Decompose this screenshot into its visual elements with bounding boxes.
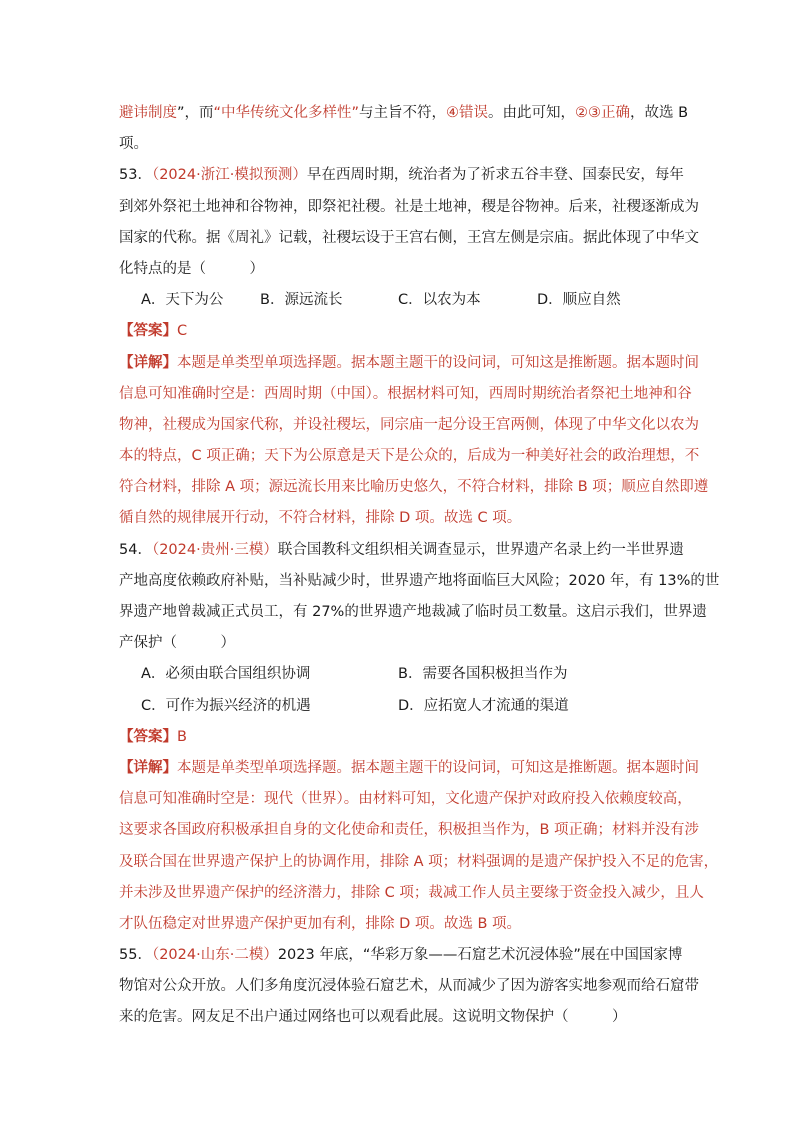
q53-option-c: C．以农为本 <box>398 292 481 309</box>
q53-option-b: B．源远流长 <box>260 292 343 309</box>
q53-option-a: A．天下为公 <box>141 292 224 309</box>
text-run: 53． <box>119 167 152 184</box>
q54-option-a: A．必须由联合国组织协调 <box>141 666 311 683</box>
text-run: 避讳制度 <box>119 105 177 121</box>
text-run: 并未涉及世界遗产保护的经济潜力，排除 C 项；裁减工作人员主要缘于资金投入减少，且人 <box>119 884 704 901</box>
document-content <box>119 98 720 1034</box>
text-run: 物神，社稷成为国家代称，并设社稷坛，同宗庙一起分设王宫两侧，体现了中华文化以农为 <box>119 416 699 433</box>
text-run: （2024·浙江·模拟预测） <box>151 167 307 184</box>
text-run: 本题是单类型单项选择题。据本题主题干的设问词，可知这是推断题。据本题时间 <box>177 759 699 776</box>
text-line <box>119 535 684 566</box>
text-line <box>119 192 699 223</box>
text-run: 循自然的规律展开行动，不符合材料，排除 D 项。故选 C 项。 <box>119 510 522 527</box>
text-run: （2024·贵州·三模） <box>151 541 278 558</box>
text-line <box>119 160 684 191</box>
text-line <box>119 784 692 815</box>
q54-option-d: D．应拓宽人才流通的渠道 <box>398 697 569 714</box>
text-run: 与主旨不符， <box>359 105 447 121</box>
text-run: 联合国教科文组织相关调查显示，世界遗产名录上约一半世界遗 <box>277 541 684 558</box>
text-run: 国家的代称。据《周礼》记载，社稷坛设于王宫右侧，王宫左侧是宗庙。据此体现了中华文 <box>119 229 699 246</box>
text-line <box>119 254 679 285</box>
q54-options-row-1 <box>119 659 679 690</box>
text-run: 才队伍稳定对世界遗产保护更加有利，排除 D 项。故选 B 项。 <box>119 915 522 932</box>
q54-options-row-2 <box>119 691 679 722</box>
text-run: 信息可知准确时空是：西周时期（中国）。根据材料可知，西周时期统治者祭祀土地神和谷 <box>119 385 692 402</box>
text-run: 早在西周时期，统治者为了祈求五谷丰登、国泰民安，每年 <box>306 167 684 184</box>
text-run: 。由此可知， <box>488 105 576 121</box>
text-run: ”，而 <box>177 105 214 121</box>
q53-explanation <box>119 348 709 535</box>
text-run: ，故选 B <box>630 105 689 121</box>
text-line <box>119 379 692 410</box>
text-line <box>119 971 699 1002</box>
q54-option-c: C．可作为振兴经济的机遇 <box>141 697 311 714</box>
text-run: 物馆对公众开放。人们多角度沉浸体验石窟艺术，从而减少了因为游客实地参观而给石窟带 <box>119 978 699 995</box>
text-line <box>119 223 699 254</box>
text-run: 来的危害。网友足不出户通过网络也可以观看此展。这说明文物保护（ ） <box>119 1009 627 1026</box>
text-run: ④错误 <box>446 105 489 121</box>
text-run: 本的特点，C 项正确；天下为公原意是天下是公众的，后成为一种美好社会的政治理想，不 <box>119 448 700 465</box>
answer-value: B <box>177 728 187 745</box>
text-run: 55． <box>119 947 152 964</box>
text-run: 产保护（ ） <box>119 635 235 652</box>
answer-tag: 【答案】 <box>119 728 177 745</box>
text-line <box>119 472 709 503</box>
text-run: 信息可知准确时空是：现代（世界）。由材料可知，文化遗产保护对政府投入依赖度较高， <box>119 791 692 808</box>
text-line <box>119 98 689 129</box>
q52-tail-and-q53-stem <box>119 98 699 285</box>
text-run: ②③正确 <box>575 105 631 121</box>
text-line <box>119 940 683 971</box>
text-run: 到郊外祭祀土地神和谷物神，即祭祀社稷。社是土地神，稷是谷物神。后来，社稷逐渐成为 <box>119 198 699 215</box>
text-line <box>119 597 707 628</box>
q54-answer <box>119 722 679 753</box>
text-run: 界遗产地曾裁减正式员工，有 27%的世界遗产地裁减了临时员工数量。这启示我们，世界遗 <box>119 604 707 620</box>
text-line <box>119 753 699 784</box>
text-line <box>119 815 700 846</box>
text-line <box>119 503 679 534</box>
text-line <box>119 878 704 909</box>
text-run: 【详解】 <box>119 759 177 776</box>
text-line <box>119 348 699 379</box>
q55-stem <box>119 940 699 1034</box>
text-line <box>119 847 719 878</box>
q53-option-d: D．顺应自然 <box>537 292 621 309</box>
q54-explanation <box>119 753 719 940</box>
answer-tag: 【答案】 <box>119 323 177 340</box>
text-run: 本题是单类型单项选择题。据本题主题干的设问词，可知这是推断题。据本题时间 <box>177 354 699 371</box>
text-line <box>119 129 679 160</box>
q54-stem <box>119 535 720 660</box>
text-line <box>119 628 679 659</box>
text-line <box>119 410 699 441</box>
text-run: 这要求各国政府积极承担自身的文化使命和责任，积极担当作为，B 项正确；材料并没有涉 <box>119 822 700 839</box>
text-line <box>119 566 720 597</box>
text-run: 项。 <box>119 136 148 153</box>
text-line <box>119 909 679 940</box>
text-run: 【详解】 <box>119 354 177 371</box>
answer-value: C <box>177 323 188 340</box>
text-line <box>119 1002 679 1033</box>
q54-option-b: B．需要各国积极担当作为 <box>398 666 568 683</box>
text-run: “中华传统文化多样性” <box>213 105 360 121</box>
text-run: 及联合国在世界遗产保护上的协调作用，排除 A 项；材料强调的是遗产保护投入不足的危害， <box>119 853 719 870</box>
text-run: 54． <box>119 541 152 558</box>
text-run: 产地高度依赖政府补贴，当补贴减少时，世界遗产地将面临巨大风险；2020 年，有 13%的世 <box>119 572 720 589</box>
text-run: 符合材料，排除 A 项；源远流长用来比喻历史悠久，不符合材料，排除 B 项；顺应自然即遵 <box>119 479 709 496</box>
q53-options <box>119 285 679 316</box>
text-line <box>119 441 700 472</box>
text-run: （2024·山东·二模） <box>151 947 278 964</box>
text-run: 化特点的是（ ） <box>119 260 264 277</box>
q53-answer <box>119 316 679 347</box>
text-run: 2023 年底，“华彩万象——石窟艺术沉浸体验”展在中国国家博 <box>277 947 683 964</box>
